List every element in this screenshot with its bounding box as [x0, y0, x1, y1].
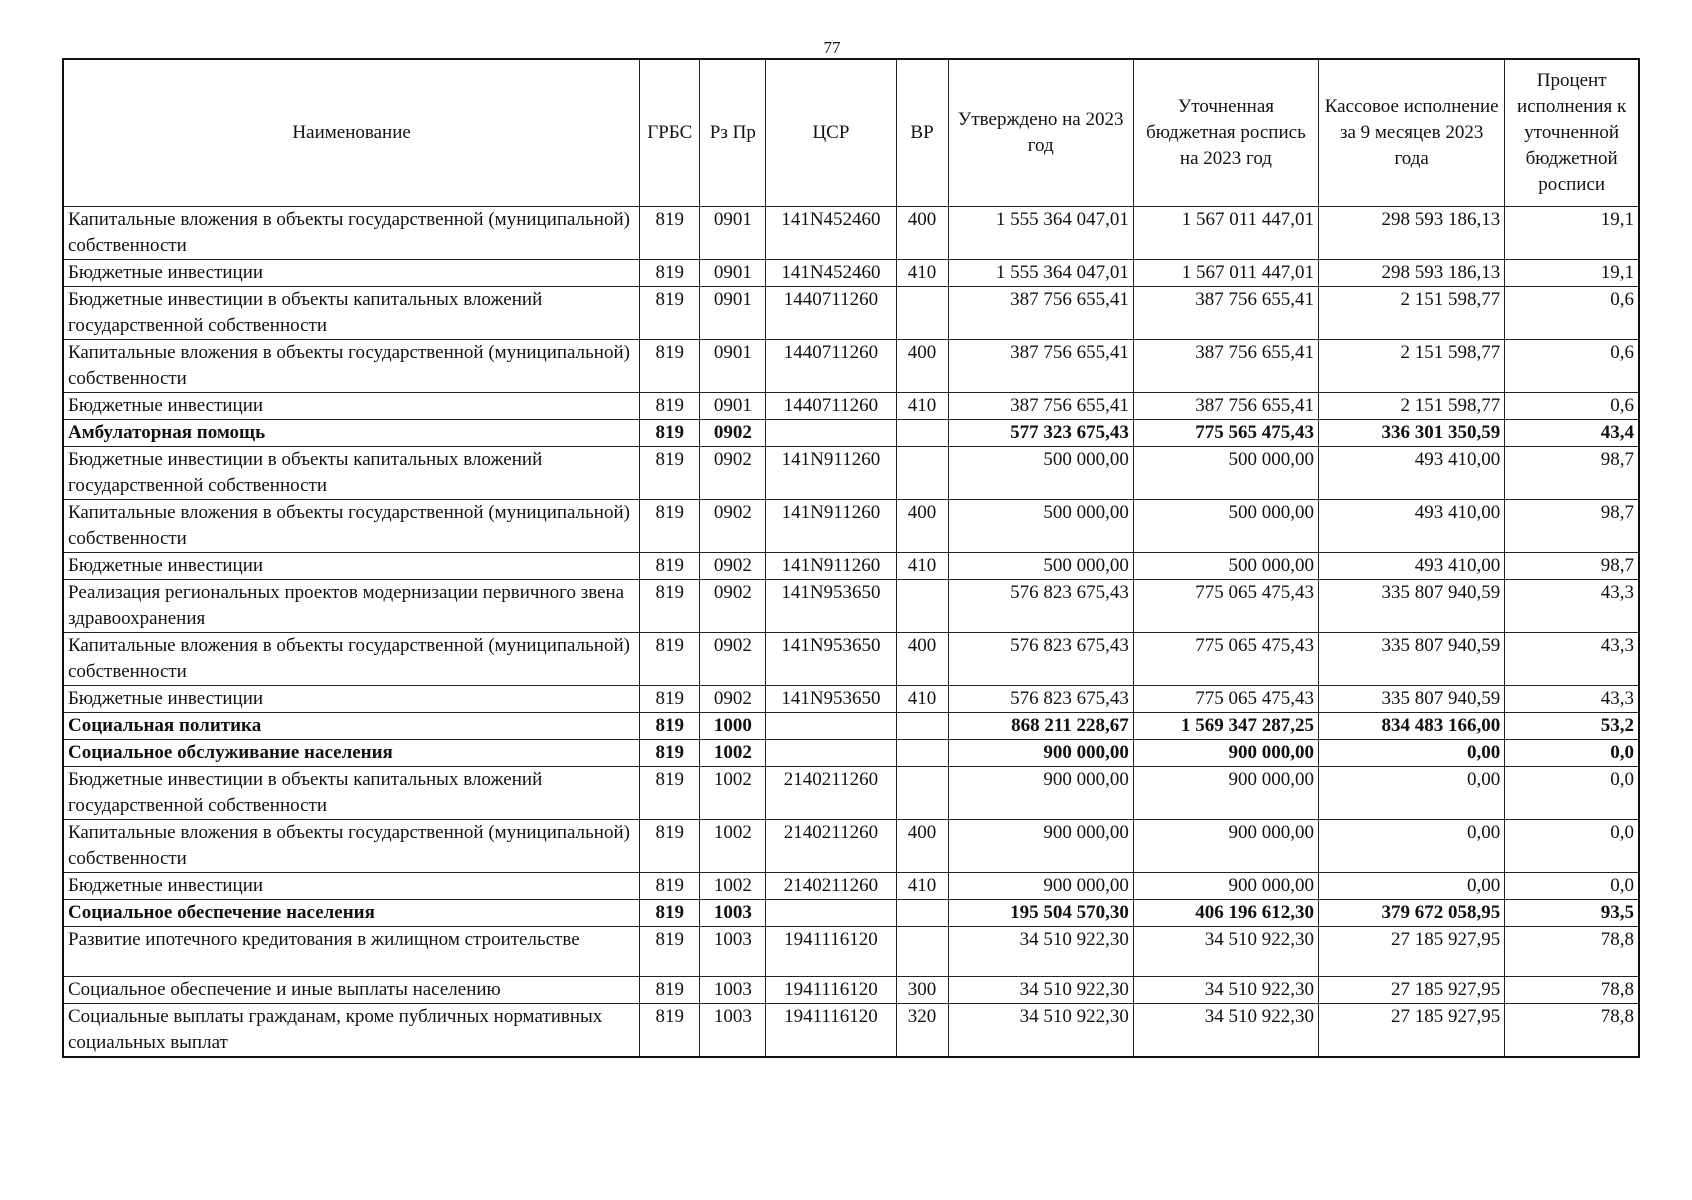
cell-approved: 868 211 228,67: [948, 713, 1133, 740]
cell-cash: 834 483 166,00: [1319, 713, 1505, 740]
cell-vr: [896, 900, 948, 927]
cell-vr: [896, 287, 948, 340]
cell-approved: 387 756 655,41: [948, 393, 1133, 420]
cell-name: Капитальные вложения в объекты государственной (муниципальной) собственности: [63, 207, 640, 260]
cell-percent: 0,0: [1505, 873, 1639, 900]
cell-vr: [896, 767, 948, 820]
cell-rzpr: 0901: [700, 340, 766, 393]
cell-percent: 78,8: [1505, 927, 1639, 977]
cell-csr: [766, 713, 896, 740]
cell-cash: 335 807 940,59: [1319, 580, 1505, 633]
cell-approved: 576 823 675,43: [948, 686, 1133, 713]
cell-approved: 576 823 675,43: [948, 633, 1133, 686]
budget-table: [62, 58, 1640, 1058]
cell-grbs: 819: [640, 447, 700, 500]
cell-vr: [896, 447, 948, 500]
cell-percent: 43,3: [1505, 633, 1639, 686]
cell-rzpr: 0901: [700, 393, 766, 420]
cell-name: Бюджетные инвестиции: [63, 873, 640, 900]
header-approved: Утверждено на 2023 год: [948, 59, 1133, 207]
cell-grbs: 819: [640, 740, 700, 767]
table-row: [63, 900, 1639, 927]
cell-refined: 775 565 475,43: [1133, 420, 1318, 447]
header-refined: Уточненная бюджетная роспись на 2023 год: [1133, 59, 1318, 207]
cell-percent: 98,7: [1505, 447, 1639, 500]
table-row: [63, 820, 1639, 873]
cell-rzpr: 0902: [700, 633, 766, 686]
cell-approved: 500 000,00: [948, 500, 1133, 553]
cell-approved: 900 000,00: [948, 767, 1133, 820]
cell-cash: 0,00: [1319, 740, 1505, 767]
cell-percent: 78,8: [1505, 977, 1639, 1004]
cell-cash: 27 185 927,95: [1319, 977, 1505, 1004]
cell-csr: 1440711260: [766, 340, 896, 393]
cell-refined: 387 756 655,41: [1133, 340, 1318, 393]
cell-approved: 900 000,00: [948, 820, 1133, 873]
cell-vr: 400: [896, 820, 948, 873]
cell-vr: 410: [896, 686, 948, 713]
cell-refined: 406 196 612,30: [1133, 900, 1318, 927]
cell-grbs: 819: [640, 207, 700, 260]
cell-rzpr: 1002: [700, 740, 766, 767]
cell-vr: [896, 580, 948, 633]
cell-percent: 0,0: [1505, 740, 1639, 767]
cell-grbs: 819: [640, 633, 700, 686]
cell-vr: 410: [896, 393, 948, 420]
cell-percent: 98,7: [1505, 500, 1639, 553]
cell-rzpr: 1002: [700, 767, 766, 820]
table-row: [63, 873, 1639, 900]
cell-name: Бюджетные инвестиции в объекты капитальных вложений государственной собственности: [63, 287, 640, 340]
cell-cash: 336 301 350,59: [1319, 420, 1505, 447]
header-cash: Кассовое исполнение за 9 месяцев 2023 года: [1319, 59, 1505, 207]
cell-grbs: 819: [640, 686, 700, 713]
table-row: [63, 580, 1639, 633]
cell-grbs: 819: [640, 820, 700, 873]
cell-cash: 493 410,00: [1319, 447, 1505, 500]
cell-cash: 379 672 058,95: [1319, 900, 1505, 927]
cell-percent: 93,5: [1505, 900, 1639, 927]
cell-rzpr: 1002: [700, 873, 766, 900]
cell-csr: 141N452460: [766, 260, 896, 287]
cell-name: Социальное обеспечение и иные выплаты населению: [63, 977, 640, 1004]
cell-csr: 141N911260: [766, 500, 896, 553]
cell-cash: 298 593 186,13: [1319, 260, 1505, 287]
table-row: [63, 447, 1639, 500]
cell-refined: 34 510 922,30: [1133, 977, 1318, 1004]
cell-approved: 900 000,00: [948, 873, 1133, 900]
cell-refined: 1 569 347 287,25: [1133, 713, 1318, 740]
table-row: [63, 393, 1639, 420]
cell-percent: 0,6: [1505, 287, 1639, 340]
cell-refined: 500 000,00: [1133, 447, 1318, 500]
cell-percent: 0,0: [1505, 820, 1639, 873]
cell-cash: 493 410,00: [1319, 553, 1505, 580]
cell-refined: 500 000,00: [1133, 553, 1318, 580]
cell-cash: 2 151 598,77: [1319, 393, 1505, 420]
table-row: [63, 740, 1639, 767]
cell-grbs: 819: [640, 900, 700, 927]
cell-rzpr: 1003: [700, 927, 766, 977]
cell-vr: 410: [896, 873, 948, 900]
cell-grbs: 819: [640, 500, 700, 553]
cell-name: Бюджетные инвестиции в объекты капитальных вложений государственной собственности: [63, 767, 640, 820]
cell-refined: 900 000,00: [1133, 820, 1318, 873]
cell-rzpr: 0901: [700, 287, 766, 340]
cell-refined: 775 065 475,43: [1133, 686, 1318, 713]
table-row: [63, 927, 1639, 977]
cell-grbs: 819: [640, 580, 700, 633]
cell-refined: 34 510 922,30: [1133, 927, 1318, 977]
cell-name: Бюджетные инвестиции: [63, 393, 640, 420]
table-row: [63, 1004, 1639, 1058]
cell-csr: 141N911260: [766, 447, 896, 500]
cell-approved: 387 756 655,41: [948, 340, 1133, 393]
cell-csr: [766, 740, 896, 767]
cell-grbs: 819: [640, 977, 700, 1004]
cell-grbs: 819: [640, 1004, 700, 1058]
cell-rzpr: 1002: [700, 820, 766, 873]
cell-approved: 577 323 675,43: [948, 420, 1133, 447]
cell-approved: 576 823 675,43: [948, 580, 1133, 633]
cell-csr: 1440711260: [766, 393, 896, 420]
cell-csr: 1941116120: [766, 927, 896, 977]
cell-grbs: 819: [640, 260, 700, 287]
cell-approved: 1 555 364 047,01: [948, 260, 1133, 287]
cell-csr: 2140211260: [766, 767, 896, 820]
cell-name: Капитальные вложения в объекты государственной (муниципальной) собственности: [63, 500, 640, 553]
cell-csr: 141N953650: [766, 633, 896, 686]
cell-csr: 1440711260: [766, 287, 896, 340]
cell-cash: 493 410,00: [1319, 500, 1505, 553]
cell-vr: [896, 713, 948, 740]
cell-name: Амбулаторная помощь: [63, 420, 640, 447]
cell-percent: 43,4: [1505, 420, 1639, 447]
cell-rzpr: 1003: [700, 1004, 766, 1058]
header-rzpr: Рз Пр: [700, 59, 766, 207]
cell-refined: 1 567 011 447,01: [1133, 260, 1318, 287]
cell-refined: 1 567 011 447,01: [1133, 207, 1318, 260]
cell-csr: 141N953650: [766, 580, 896, 633]
cell-percent: 19,1: [1505, 207, 1639, 260]
cell-vr: [896, 740, 948, 767]
cell-grbs: 819: [640, 393, 700, 420]
cell-vr: 320: [896, 1004, 948, 1058]
table-row: [63, 260, 1639, 287]
cell-name: Развитие ипотечного кредитования в жилищном строительстве: [63, 927, 640, 977]
cell-rzpr: 0902: [700, 553, 766, 580]
cell-vr: 400: [896, 500, 948, 553]
cell-csr: 1941116120: [766, 977, 896, 1004]
cell-name: Капитальные вложения в объекты государственной (муниципальной) собственности: [63, 633, 640, 686]
header-percent: Процент исполнения к уточненной бюджетной росписи: [1505, 59, 1639, 207]
cell-cash: 335 807 940,59: [1319, 633, 1505, 686]
cell-rzpr: 0902: [700, 447, 766, 500]
cell-refined: 775 065 475,43: [1133, 580, 1318, 633]
page-number: 77: [823, 38, 841, 57]
cell-csr: [766, 900, 896, 927]
cell-cash: 0,00: [1319, 767, 1505, 820]
cell-approved: 387 756 655,41: [948, 287, 1133, 340]
cell-rzpr: 0902: [700, 420, 766, 447]
cell-name: Социальное обслуживание населения: [63, 740, 640, 767]
cell-approved: 500 000,00: [948, 447, 1133, 500]
cell-name: Бюджетные инвестиции: [63, 553, 640, 580]
table-row: [63, 207, 1639, 260]
cell-vr: 400: [896, 207, 948, 260]
cell-refined: 34 510 922,30: [1133, 1004, 1318, 1058]
cell-csr: 2140211260: [766, 820, 896, 873]
cell-approved: 500 000,00: [948, 553, 1133, 580]
table-row: [63, 340, 1639, 393]
cell-vr: [896, 420, 948, 447]
cell-rzpr: 1003: [700, 977, 766, 1004]
cell-refined: 387 756 655,41: [1133, 393, 1318, 420]
cell-refined: 500 000,00: [1133, 500, 1318, 553]
cell-percent: 43,3: [1505, 580, 1639, 633]
cell-grbs: 819: [640, 767, 700, 820]
table-row: [63, 767, 1639, 820]
cell-grbs: 819: [640, 340, 700, 393]
cell-cash: 0,00: [1319, 873, 1505, 900]
cell-percent: 43,3: [1505, 686, 1639, 713]
cell-cash: 335 807 940,59: [1319, 686, 1505, 713]
header-csr: ЦСР: [766, 59, 896, 207]
cell-rzpr: 0901: [700, 207, 766, 260]
table-body: [63, 207, 1639, 1058]
cell-name: Бюджетные инвестиции: [63, 686, 640, 713]
cell-refined: 387 756 655,41: [1133, 287, 1318, 340]
cell-grbs: 819: [640, 927, 700, 977]
cell-refined: 775 065 475,43: [1133, 633, 1318, 686]
cell-approved: 900 000,00: [948, 740, 1133, 767]
cell-percent: 98,7: [1505, 553, 1639, 580]
cell-name: Социальная политика: [63, 713, 640, 740]
cell-name: Бюджетные инвестиции: [63, 260, 640, 287]
cell-vr: 400: [896, 340, 948, 393]
cell-grbs: 819: [640, 873, 700, 900]
cell-name: Капитальные вложения в объекты государственной (муниципальной) собственности: [63, 340, 640, 393]
cell-approved: 34 510 922,30: [948, 977, 1133, 1004]
cell-name: Капитальные вложения в объекты государственной (муниципальной) собственности: [63, 820, 640, 873]
cell-csr: [766, 420, 896, 447]
cell-csr: 141N911260: [766, 553, 896, 580]
cell-vr: 400: [896, 633, 948, 686]
cell-cash: 2 151 598,77: [1319, 340, 1505, 393]
cell-vr: 300: [896, 977, 948, 1004]
cell-vr: 410: [896, 553, 948, 580]
table-row: [63, 500, 1639, 553]
header-name: Наименование: [63, 59, 640, 207]
cell-rzpr: 0902: [700, 580, 766, 633]
cell-grbs: 819: [640, 553, 700, 580]
cell-name: Реализация региональных проектов модернизации первичного звена здравоохранения: [63, 580, 640, 633]
cell-name: Социальные выплаты гражданам, кроме публичных нормативных социальных выплат: [63, 1004, 640, 1058]
cell-percent: 19,1: [1505, 260, 1639, 287]
cell-rzpr: 1003: [700, 900, 766, 927]
cell-rzpr: 1000: [700, 713, 766, 740]
cell-cash: 0,00: [1319, 820, 1505, 873]
cell-rzpr: 0901: [700, 260, 766, 287]
cell-grbs: 819: [640, 420, 700, 447]
cell-csr: 1941116120: [766, 1004, 896, 1058]
cell-csr: 141N953650: [766, 686, 896, 713]
header-grbs: ГРБС: [640, 59, 700, 207]
table-row: [63, 633, 1639, 686]
cell-approved: 195 504 570,30: [948, 900, 1133, 927]
cell-grbs: 819: [640, 287, 700, 340]
table-row: [63, 553, 1639, 580]
cell-refined: 900 000,00: [1133, 767, 1318, 820]
cell-cash: 27 185 927,95: [1319, 927, 1505, 977]
cell-percent: 0,6: [1505, 340, 1639, 393]
cell-name: Социальное обеспечение населения: [63, 900, 640, 927]
cell-approved: 34 510 922,30: [948, 1004, 1133, 1058]
table-row: [63, 713, 1639, 740]
table-row: [63, 686, 1639, 713]
cell-cash: 27 185 927,95: [1319, 1004, 1505, 1058]
cell-vr: 410: [896, 260, 948, 287]
cell-vr: [896, 927, 948, 977]
cell-grbs: 819: [640, 713, 700, 740]
cell-rzpr: 0902: [700, 500, 766, 553]
table-row: [63, 287, 1639, 340]
cell-refined: 900 000,00: [1133, 873, 1318, 900]
cell-cash: 2 151 598,77: [1319, 287, 1505, 340]
cell-percent: 0,0: [1505, 767, 1639, 820]
cell-csr: 2140211260: [766, 873, 896, 900]
header-vr: ВР: [896, 59, 948, 207]
table-header-row: [63, 59, 1639, 207]
cell-csr: 141N452460: [766, 207, 896, 260]
cell-name: Бюджетные инвестиции в объекты капитальных вложений государственной собственности: [63, 447, 640, 500]
cell-cash: 298 593 186,13: [1319, 207, 1505, 260]
table-row: [63, 977, 1639, 1004]
cell-rzpr: 0902: [700, 686, 766, 713]
cell-approved: 1 555 364 047,01: [948, 207, 1133, 260]
cell-refined: 900 000,00: [1133, 740, 1318, 767]
cell-percent: 0,6: [1505, 393, 1639, 420]
cell-approved: 34 510 922,30: [948, 927, 1133, 977]
cell-percent: 78,8: [1505, 1004, 1639, 1058]
cell-percent: 53,2: [1505, 713, 1639, 740]
table-row: [63, 420, 1639, 447]
